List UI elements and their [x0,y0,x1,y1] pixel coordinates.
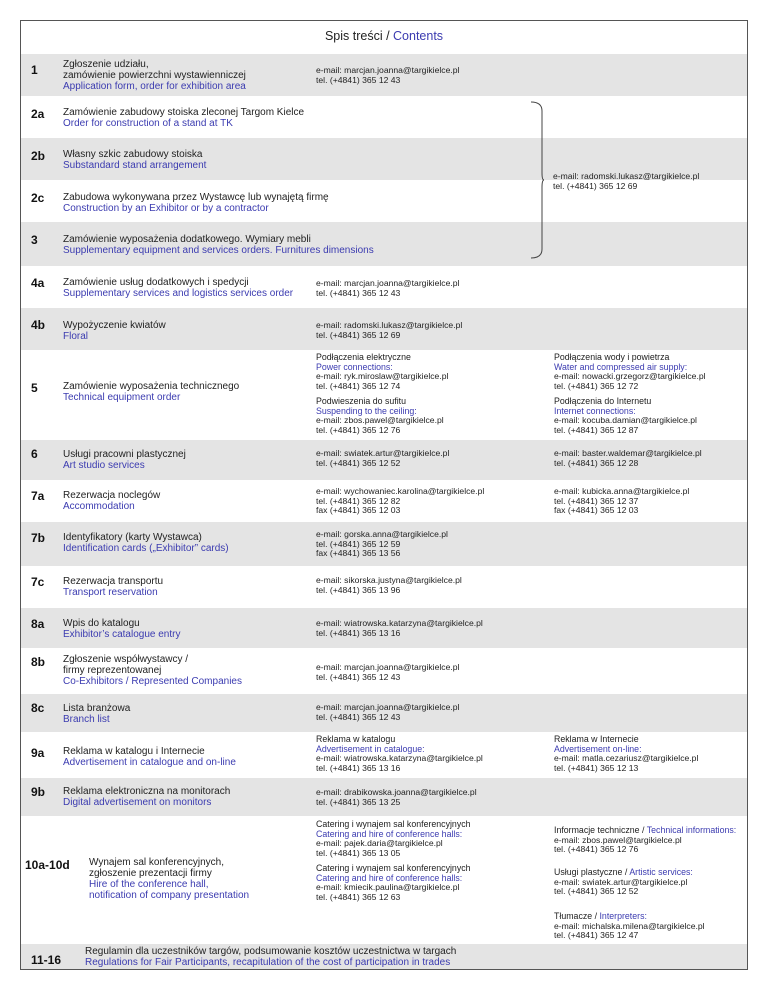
contact-phone: tel. (+4841) 365 12 28 [554,457,639,468]
row-description [89,857,249,901]
contact-email[interactable]: e-mail: marcjan.joanna@targikielce.pl [316,278,460,288]
contact-email[interactable]: e-mail: kmiecik.paulina@targikielce.pl [316,882,460,893]
contact-heading: Podłączenia elektryczne [316,352,411,362]
row-number: 8a [31,617,45,631]
contact-block-artistic [554,868,693,897]
row-description [63,654,242,687]
desc-en: Order for construction of a stand at TK [63,118,233,129]
row-number: 4b [31,318,46,332]
contact-email[interactable]: e-mail: zbos.pawel@targikielce.pl [316,415,444,426]
row-description [63,576,163,598]
row-description [63,59,246,92]
desc-en: notification of company presentation [89,890,250,901]
desc-pl: Zamówienie usług dodatkowych i spedycji [63,277,249,288]
desc-pl: Zamówienie wyposażenia technicznego [63,381,240,392]
title-english: Contents [393,29,444,43]
contact-phone: tel. (+4841) 365 12 47 [554,930,639,941]
contact-block [316,530,448,559]
desc-en: Digital advertisement on monitors [63,797,212,808]
toc-row-10a-10d[interactable] [21,816,747,944]
row-number: 7c [31,575,45,589]
contact-heading: Tłumacze / [554,911,598,921]
contact-email[interactable]: e-mail: michalska.milena@targikielce.pl [554,920,705,931]
contact-block-technical [554,826,736,855]
contact-email[interactable]: e-mail: kubicka.anna@targikielce.pl [554,486,690,496]
desc-en: Hire of the conference hall, [89,879,209,890]
desc-pl: Zamówienie wyposażenia dodatkowego. Wymiary mebli [63,234,311,245]
contact-heading-en: Power connections: [316,361,393,372]
toc-row-7c[interactable] [21,566,747,608]
toc-row-9a[interactable] [21,732,747,778]
desc-en: Technical equipment order [63,392,181,403]
row-description [63,786,230,808]
desc-en: Identification cards („Exhibitor” cards) [63,543,229,554]
contact-heading-en: Technical informations: [646,825,737,835]
desc-en: Branch list [63,714,110,725]
row-description [63,320,166,342]
contact-email[interactable]: e-mail: swiatek.artur@targikielce.pl [554,876,688,887]
row-description [63,746,236,768]
contact-phone: tel. (+4841) 365 12 63 [316,891,401,902]
row-number: 4a [31,276,45,290]
contact-block-internet [554,397,697,435]
contact-email[interactable]: e-mail: wychowaniec.karolina@targikielce.pl [316,486,485,496]
contact-email[interactable]: e-mail: wiatrowska.katarzyna@targikielce.pl [316,753,483,764]
contact-phone: tel. (+4841) 365 12 87 [554,424,639,435]
page-title [20,29,748,43]
row-number: 9a [31,746,45,760]
desc-en: Construction by an Exhibitor or by a contractor [63,203,269,214]
desc-en: Floral [63,331,89,342]
contact-email[interactable]: e-mail: sikorska.justyna@targikielce.pl [316,575,462,585]
desc-pl: Zgłoszenie udziału, [63,59,149,70]
contact-phone: tel. (+4841) 365 12 43 [316,671,401,682]
toc-row-8b[interactable] [21,648,747,694]
contact-email[interactable]: e-mail: drabikowska.joanna@targikielce.pl [316,787,477,797]
row-description [63,381,239,403]
row-description [63,618,180,640]
contact-heading-en: Advertisement in catalogue: [316,743,425,754]
toc-row-4a[interactable] [21,266,747,308]
contact-block [316,788,477,807]
row-description [63,234,374,256]
contact-heading: Catering i wynajem sal konferencyjnych [316,819,471,829]
desc-pl: Własny szkic zabudowy stoiska [63,149,203,160]
row-number: 10a-10d [25,858,70,872]
contact-heading: Podwieszenia do sufitu [316,396,406,406]
contact-phone: tel. (+4841) 365 13 05 [316,847,401,858]
contact-block [316,449,449,468]
contact-heading-en: Interpreters: [599,911,647,921]
contact-phone: tel. (+4841) 365 12 43 [316,287,401,298]
contact-phone: tel. (+4841) 365 12 43 [316,74,401,85]
desc-pl: Usługi pracowni plastycznej [63,449,186,460]
contact-phone: tel. (+4841) 365 12 76 [316,424,401,435]
row-number: 8c [31,701,45,715]
row-number: 5 [31,381,38,395]
desc-pl: Rezerwacja noclegów [63,490,161,501]
contact-block-power [316,353,448,391]
desc-pl: Zabudowa wykonywana przez Wystawcę lub wynajętą firmę [63,192,329,203]
contact-phone: tel. (+4841) 365 12 74 [316,380,401,391]
row-description [85,946,456,968]
contact-block-catering-1 [316,820,471,858]
desc-pl: firmy reprezentowanej [63,665,162,676]
contact-email[interactable]: e-mail: ryk.miroslaw@targikielce.pl [316,371,449,382]
desc-pl: Reklama elektroniczna na monitorach [63,786,231,797]
contact-email[interactable]: e-mail: marcjan.joanna@targikielce.pl [316,65,460,75]
contact-heading-en: Artistic services: [629,867,693,877]
row-number: 6 [31,447,38,461]
contact-block [316,619,483,638]
desc-en: Regulations for Fair Participants, recapitulation of the cost of participation in trades [85,957,451,968]
contact-heading-en: Advertisement on-line: [554,743,642,754]
contact-heading-en: Catering and hire of conference halls: [316,828,463,839]
row-number: 2a [31,107,45,121]
toc-row-5[interactable] [21,350,747,440]
contact-block-water [554,353,706,391]
contact-heading: Informacje techniczne / [554,825,645,835]
shared-contact-block [553,172,699,191]
row-description [63,449,186,471]
desc-pl: Lista branżowa [63,703,131,714]
contact-email[interactable]: e-mail: marcjan.joanna@targikielce.pl [316,662,460,672]
desc-pl: Rezerwacja transportu [63,576,164,587]
desc-pl: Wpis do katalogu [63,618,140,629]
toc-row-7a[interactable] [21,480,747,522]
contact-phone: tel. (+4841) 365 12 52 [316,457,401,468]
row-number: 8b [31,655,46,669]
desc-en: Advertisement in catalogue and on-line [63,757,236,768]
contact-phone: tel. (+4841) 365 13 16 [316,627,401,638]
contact-phone: tel. (+4841) 365 12 13 [554,762,639,773]
contact-phone: tel. (+4841) 365 13 96 [316,584,401,595]
contact-block [316,321,462,340]
desc-en: Co-Exhibitors / Represented Companies [63,676,242,687]
contact-block [316,703,459,722]
contact-heading-en: Catering and hire of conference halls: [316,872,463,883]
contact-block [316,487,484,516]
contact-phone: tel. (+4841) 365 12 72 [554,380,639,391]
toc-row-8c[interactable] [21,694,747,732]
contact-block [316,663,459,682]
toc-row-3[interactable] [21,222,747,266]
contact-phone: tel. (+4841) 365 12 69 [316,329,401,340]
desc-en: Substandard stand arrangement [63,160,207,171]
desc-pl: Identyfikatory (karty Wystawca) [63,532,202,543]
contact-block-ceiling [316,397,444,435]
row-description [63,703,130,725]
contact-block [554,449,702,468]
contact-email[interactable]: e-mail: pajek.daria@targikielce.pl [316,838,443,849]
desc-en: Art studio services [63,460,145,471]
desc-pl: Regulamin dla uczestników targów, podsumowanie kosztów uczestnictwa w targach [85,946,457,957]
contact-phone: tel. (+4841) 365 12 69 [553,180,638,191]
row-number: 7a [31,489,45,503]
toc-row-11-16[interactable] [21,944,747,969]
contact-heading: Reklama w Internecie [554,734,639,744]
contact-phone: tel. (+4841) 365 13 25 [316,796,401,807]
row-number: 9b [31,785,46,799]
contact-phone: tel. (+4841) 365 12 59 [316,538,401,549]
contact-heading: Podłączenia wody i powietrza [554,352,670,362]
row-description [63,149,206,171]
toc-row-8a[interactable] [21,608,747,648]
contact-email[interactable]: e-mail: zbos.pawel@targikielce.pl [554,834,682,845]
contact-block [554,487,689,516]
toc-row-1[interactable] [21,54,747,96]
contact-fax: fax (+4841) 365 12 03 [316,505,401,516]
contact-heading: Usługi plastyczne / [554,867,628,877]
row-description [63,532,229,554]
contact-heading: Reklama w katalogu [316,734,396,744]
row-description [63,490,160,512]
contact-phone: tel. (+4841) 365 12 52 [554,886,639,897]
desc-pl: Reklama w katalogu i Internecie [63,746,205,757]
desc-pl: Zgłoszenie współwystawcy / [63,654,189,665]
desc-pl: zamówienie powierzchni wystawienniczej [63,70,246,81]
row-number: 7b [31,531,46,545]
contact-heading-en: Water and compressed air supply: [554,361,688,372]
contact-heading-en: Internet connections: [554,405,636,416]
title-polish: Spis treści / [324,29,390,43]
contact-heading: Podłączenia do Internetu [554,396,652,406]
row-number: 1 [31,63,38,77]
row-description [63,107,304,129]
contact-block [316,279,459,298]
desc-en: Supplementary services and logistics services order [63,288,294,299]
contact-phone: tel. (+4841) 365 12 76 [554,844,639,855]
contact-email[interactable]: e-mail: radomski.lukasz@targikielce.pl [553,171,700,181]
row-number: 2b [31,149,46,163]
toc-row-2a[interactable] [21,96,747,138]
row-number: 3 [31,233,38,247]
grouping-brace [530,101,544,259]
contact-phone: tel. (+4841) 365 12 82 [316,495,401,506]
contact-email[interactable]: e-mail: nowacki.grzegorz@targikielce.pl [554,371,706,382]
desc-en: Application form, order for exhibition area [63,81,246,92]
row-number: 2c [31,191,45,205]
desc-pl: Zamówienie zabudowy stoiska zleconej Targom Kielce [63,107,305,118]
contact-phone: tel. (+4841) 365 12 37 [554,495,639,506]
contact-block [316,66,459,85]
contact-block-catalogue-ads [316,735,483,773]
toc-row-7b[interactable] [21,522,747,566]
contact-email[interactable]: e-mail: swiatek.artur@targikielce.pl [316,448,450,458]
contact-block-interpreters [554,912,705,941]
contact-email[interactable]: e-mail: marcjan.joanna@targikielce.pl [316,702,460,712]
contact-heading-en: Suspending to the ceiling: [316,405,417,416]
toc-row-4b[interactable] [21,308,747,350]
row-description [63,192,329,214]
desc-en: Supplementary equipment and services orders. Furnitures dimensions [63,245,374,256]
contact-phone: tel. (+4841) 365 12 43 [316,711,401,722]
contact-fax: fax (+4841) 365 12 03 [554,505,639,516]
contact-email[interactable]: e-mail: baster.waldemar@targikielce.pl [554,448,702,458]
desc-en: Accommodation [63,501,135,512]
desc-pl: zgłoszenie prezentacji firmy [89,868,212,879]
contact-fax: fax (+4841) 365 13 56 [316,548,401,559]
contact-block-online-ads [554,735,698,773]
contact-email[interactable]: e-mail: wiatrowska.katarzyna@targikielce.pl [316,618,483,628]
contact-block [316,576,462,595]
row-number: 11-16 [31,953,62,967]
contact-email[interactable]: e-mail: gorska.anna@targikielce.pl [316,529,448,539]
contact-heading: Catering i wynajem sal konferencyjnych [316,863,471,873]
desc-en: Exhibitor’s catalogue entry [63,629,181,640]
contact-phone: tel. (+4841) 365 13 16 [316,762,401,773]
toc-row-9b[interactable] [21,778,747,816]
contact-email[interactable]: e-mail: kocuba.damian@targikielce.pl [554,415,697,426]
contact-email[interactable]: e-mail: matla.cezariusz@targikielce.pl [554,753,699,764]
desc-pl: Wypożyczenie kwiatów [63,320,166,331]
contact-block-catering-2 [316,864,471,902]
contact-email[interactable]: e-mail: radomski.lukasz@targikielce.pl [316,320,463,330]
desc-pl: Wynajem sal konferencyjnych, [89,857,224,868]
toc-row-6[interactable] [21,440,747,480]
desc-en: Transport reservation [63,587,158,598]
row-description [63,277,293,299]
